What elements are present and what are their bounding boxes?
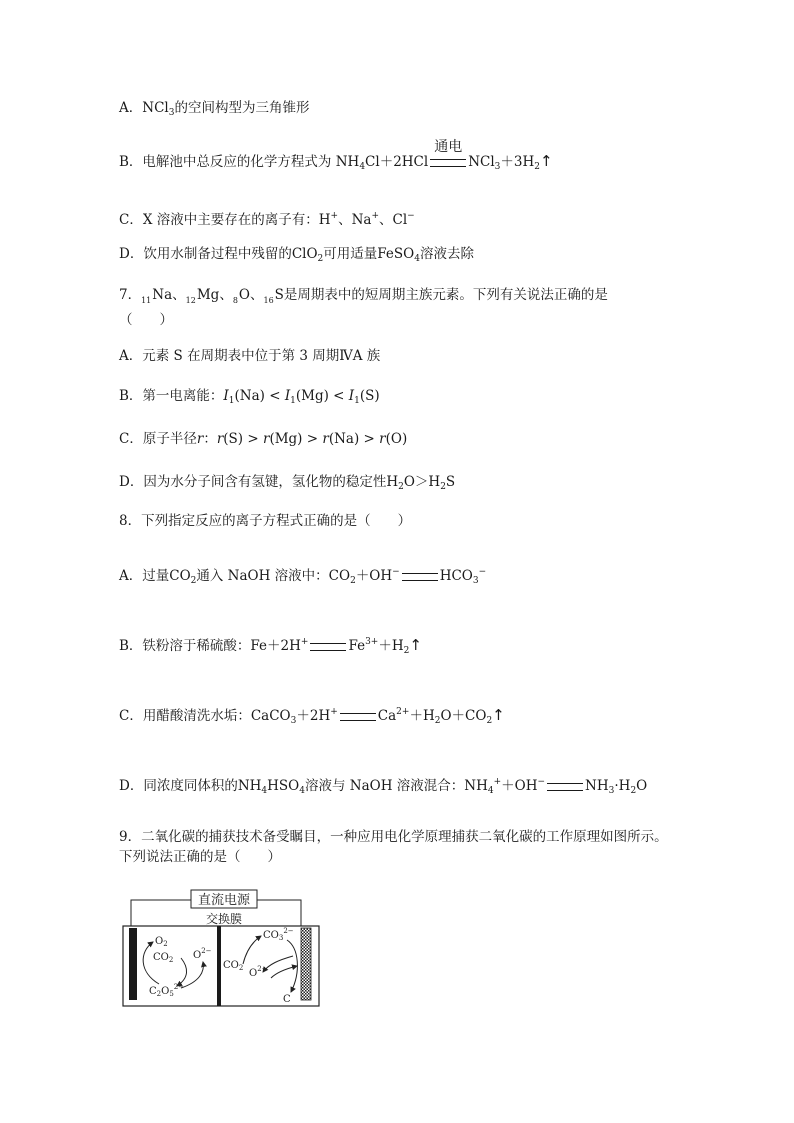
- q7-option-c: C．原子半径r：r(S) > r(Mg) > r(Na) > r(O): [119, 431, 408, 447]
- left-reaction-arrows: [143, 942, 203, 988]
- dc-power-source: [191, 890, 257, 908]
- q8-option-d: D．同浓度同体积的$NH_4HSO_4$溶液与 NaOH 溶液混合：$NH_4^++OH^-$ $NH_3\cdot H_2O$: [119, 777, 648, 796]
- left-o2-label: $O_2$: [155, 936, 168, 948]
- q9-stem-line2: 下列说法正确的是（ ）: [119, 849, 281, 865]
- q9-stem-line1: 9．二氧化碳的捕获技术备受瞩目，一种应用电化学原理捕获二氧化碳的工作原理如图所示。: [119, 829, 668, 845]
- gas-arrow-icon: ↑: [492, 706, 505, 724]
- gas-arrow-icon: ↑: [409, 636, 422, 654]
- left-electrode: [129, 928, 137, 1000]
- reaction-condition: 通电: [434, 138, 463, 155]
- left-co2-label: $CO_2$: [153, 952, 174, 964]
- right-co3-label: $CO_3^{2-}$: [263, 927, 294, 942]
- electrolysis-diagram: [119, 882, 329, 1010]
- q7-stem: 7．$_{11}$Na、$_{12}$Mg、$_8$O、$_{16}$S是周期表中的短周期主族元素。下列有关说法正确的是: [119, 287, 608, 305]
- q6-option-b: B．电解池中总反应的化学方程式为 $NH_4Cl+2HCl$ 通电 $NCl_3+3H_2↑$: [119, 138, 553, 172]
- power-label: 直流电源: [197, 893, 251, 908]
- equals-sign: [430, 138, 466, 167]
- left-oxide-ion-label: $O^{2-}$: [193, 947, 212, 961]
- q7-option-a: A．元素 S 在周期表中位于第 3 周期ⅣA 族: [119, 348, 381, 364]
- q6-option-c: C．X 溶液中主要存在的离子有：H+、Na+、Cl−: [119, 211, 415, 228]
- q8-option-a: A．过量$CO_2$通入 NaOH 溶液中：$CO_2+OH^-$ $HCO_3^-$: [119, 567, 487, 586]
- exchange-membrane: [217, 926, 221, 1006]
- equals-sign: [402, 573, 438, 581]
- right-carbon-label: C: [283, 994, 291, 1005]
- equals-sign: [547, 783, 583, 791]
- gas-arrow-icon: ↑: [540, 152, 553, 170]
- q7-option-b: B．第一电离能：$I_1(Na) < I_1(Mg) < I_1(S)$: [119, 388, 380, 406]
- membrane-label: 交换膜: [205, 912, 243, 926]
- q6-option-d: D．饮用水制备过程中残留的ClO$_2$可用适量FeSO$_4$溶液去除: [119, 246, 474, 264]
- right-oxide-ion-label: $O^{2-}$: [249, 965, 268, 979]
- right-electrode: [301, 928, 311, 1000]
- equals-sign: [310, 643, 346, 651]
- right-reaction-arrows: [243, 936, 297, 992]
- q7-paren: （ ）: [119, 312, 173, 328]
- left-c2o5-label: $C_2O_5^{2-}$: [149, 983, 185, 998]
- q8-option-c: C．用醋酸清洗水垢：CaCO$_3$＋2H+ $Ca^{2+}+H_2O+CO_2↑$: [119, 706, 505, 726]
- right-co2-label: $CO_2$: [223, 960, 244, 972]
- q7-option-d: D．因为水分子间含有氢键，氢化物的稳定性$H_2O>H_2S$: [119, 474, 456, 492]
- q8-stem: 8．下列指定反应的离子方程式正确的是（ ）: [119, 513, 412, 529]
- q6-option-a: A．NCl$_3$的空间构型为三角锥形: [119, 100, 310, 118]
- equals-sign: [340, 713, 376, 721]
- q8-option-b: B．铁粉溶于稀硫酸：Fe＋2H+ $Fe^{3+}+H_2↑$: [119, 636, 422, 656]
